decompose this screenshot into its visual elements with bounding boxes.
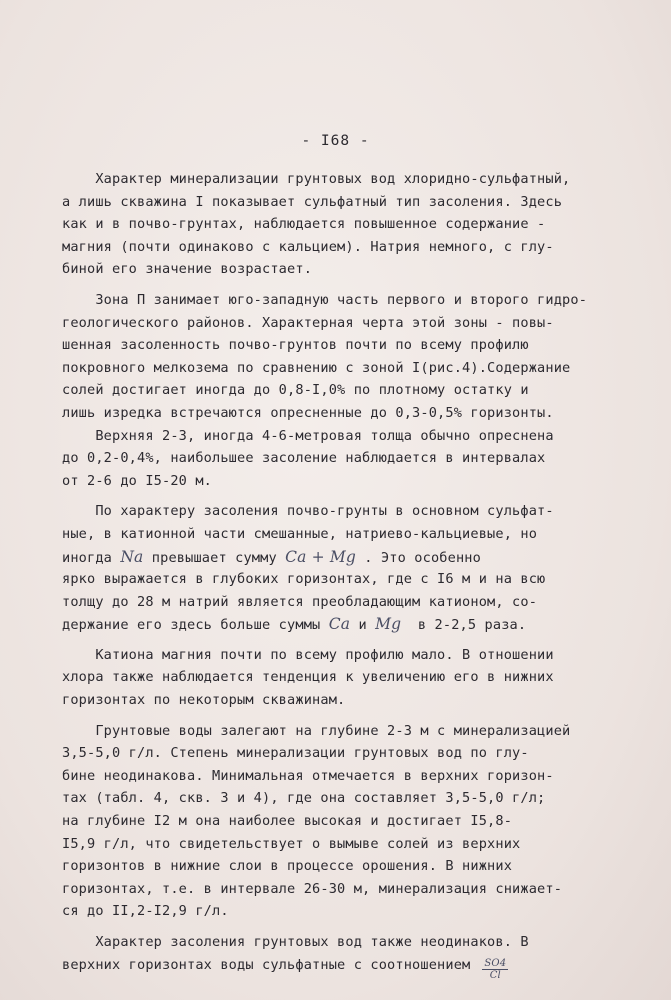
text-line: а лишь скважина I показывает сульфатный тип засоления. Здесь [62,193,563,210]
text-line: Зона П занимает юго-западную часть первого и второго гидро- [62,291,588,308]
handwritten-ca-symbol: Ca [328,615,351,634]
paragraph-magnesium-chlorine [62,644,642,712]
text-span: держание его здесь больше суммы [62,617,329,634]
text-line: Верхняя 2-3, иногда 4-6-метровая толща обычно опреснена [62,427,554,444]
text-line: горизонтов в нижние слои в процессе орошения. В нижних [62,858,513,875]
text-line: ные, в катионной части смешанные, натриево-кальциевые, но [62,525,538,542]
handwritten-mg-symbol: Mg [375,615,402,634]
text-line: горизонтах, т.е. в интервале 26-30 м, минерализация снижает- [62,880,563,897]
text-line: Характер засоления грунтовых вод также неодинаков. В [62,934,529,950]
ratio-denominator: Cl [489,969,501,981]
text-line: солей достигает иногда до 0,8-I,0% по плотному остатку и [62,382,529,399]
paragraph-salinity-type [62,500,642,636]
text-line [62,546,642,569]
paragraph-groundwater-mineralization [62,168,642,281]
text-line: до 0,2-0,4%, наибольшее засоление наблюдается в интервалах [62,450,546,467]
text-line: 3,5-5,0 г/л. Степень минерализации грунтовых вод по глу- [62,745,529,762]
handwritten-ca-mg-symbol: Ca + Mg [285,547,356,566]
text-line: как и в почво-грунтах, наблюдается повышенное содержание - [62,216,546,233]
text-line [62,954,642,981]
text-line: ярко выражается в глубоких горизонтах, где с I6 м и на всю [62,571,546,588]
text-line: Грунтовые воды залегают на глубине 2-3 м с минерализацией [62,722,571,739]
text-line: Характер минерализации грунтовых вод хлоридно-сульфатный, [62,171,571,187]
text-line: тах (табл. 4, скв. 3 и 4), где она составляет 3,5-5,0 г/л; [62,790,546,807]
text-line: геологического районов. Характерная черта этой зоны - повы- [62,314,554,331]
text-span: верхних горизонтах воды сульфатные с соотношением [62,956,471,973]
paragraph-upper-layer [62,425,642,493]
text-line: толщу до 28 м натрий является преобладающим катионом, со- [62,593,538,610]
body-text [62,168,642,981]
text-line: По характеру засоления почво-грунты в основном сульфат- [62,503,554,520]
text-line: ся до II,2-I2,9 г/л. [62,903,229,920]
paragraph-groundwater-depth [62,720,642,923]
text-span: в 2-2,5 раза. [401,617,527,634]
handwritten-na-symbol: Na [120,547,144,566]
text-line: шенная засоленность почво-грунтов почти по всему профилю [62,337,529,354]
page-number: - I68 - [301,133,370,149]
paragraph-zone-2 [62,289,642,425]
text-line: биной его значение возрастает. [62,261,313,278]
text-line: от 2-6 до I5-20 м. [62,472,213,489]
text-span: иногда [62,549,121,566]
text-line: магния (почти одинаково с кальцием). Натрия немного, с глу- [62,238,554,255]
text-line: Катиона магния почти по всему профилю мало. В отношении [62,646,554,663]
text-span: и [350,617,376,634]
text-line: хлора также наблюдается тенденция к увеличению его в нижних [62,669,554,686]
text-line: на глубине I2 м она наиболее высокая и достигает I5,8- [62,813,513,830]
text-line: горизонтах по некоторым скважинам. [62,692,346,709]
text-line: лишь изредка встречаются опресненные до 0,3-0,5% горизонты. [62,404,554,421]
text-line: I5,9 г/л, что свидетельствует о вымыве солей из верхних [62,835,521,852]
handwritten-so4-cl-ratio [482,958,508,981]
text-line: покровного мелкозема по сравнению с зоной I(рис.4).Содержание [62,359,571,376]
text-span: . Это особенно [355,549,481,566]
text-span: превышает сумму [143,549,286,566]
ratio-numerator: SO4 [484,957,507,969]
text-line [62,613,642,636]
paragraph-salinity-character [62,931,642,981]
text-line: бине неодинакова. Минимальная отмечается в верхних горизон- [62,767,554,784]
